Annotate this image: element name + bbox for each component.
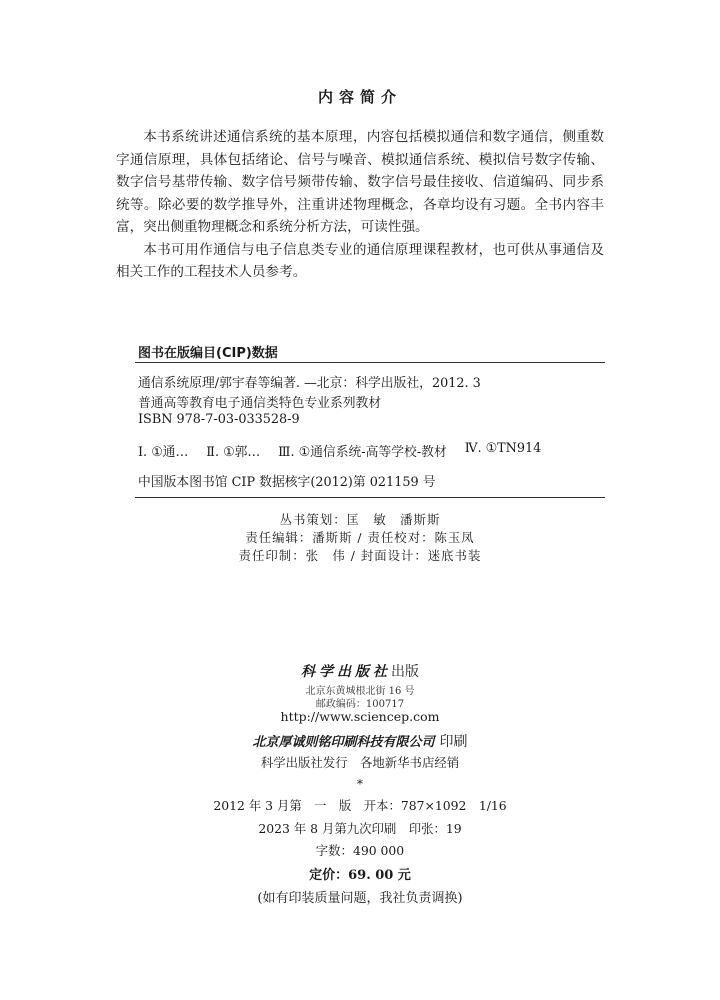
cip-top-rule [135, 362, 605, 363]
edition-line: 2023 年 8 月第九次印刷 印张：19 [258, 821, 462, 836]
cip-class-item: Ⅰ. ①通… [138, 445, 189, 460]
publisher-postcode: 邮政编码：100717 [315, 699, 405, 710]
printer-name: 北京厚诚则铭印刷科技有限公司 [252, 735, 435, 750]
publisher-line [0, 661, 720, 681]
cip-bottom-rule [135, 497, 605, 498]
printer-line [0, 731, 720, 751]
cip-line-series: 普通高等教育电子通信类特色专业系列教材 [138, 396, 382, 411]
intro-paragraph: 本书系统讲述通信系统的基本原理，内容包括模拟通信和数字通信，侧重数字通信原理，具体包括绪论、信号与噪音、模拟通信系统、模拟信号数字传输、数字信号基带传输、数字信号频带传输、数字信号最佳接收、信道编码、同步系统等。除必要的数学推导外，注重讲述物理概念，各章均设有习题。全书内容丰富，突出侧重物理概念和系统分析方法，可读性强。 [116, 129, 604, 235]
edition-line: 2012 年 3 月第 一 版 开本：787×1092 1/16 [213, 798, 507, 813]
intro-title: 内容简介 [317, 88, 402, 106]
publisher-url: http://www.sciencep.com [280, 709, 440, 724]
printer-suffix: 印刷 [439, 734, 468, 750]
credit-line: 丛书策划：匡 敏 潘斯斯 [279, 512, 441, 527]
intro-paragraph: 本书可用作通信与电子信息类专业的通信原理课程教材，也可供从事通信及相关工作的工程技术人员参考。 [116, 241, 604, 280]
price: 定价：69. 00 元 [309, 868, 411, 883]
intro-body [116, 126, 604, 284]
cip-heading: 图书在版编目(CIP)数据 [138, 346, 278, 361]
credit-line: 责任编辑：潘斯斯 / 责任校对：陈玉凤 [245, 530, 475, 545]
edition-line: 字数：490 000 [315, 843, 405, 858]
publisher-address: 北京东黄城根北街 16 号 [305, 686, 415, 697]
separator-mark: * [356, 776, 364, 791]
cip-class-item: Ⅱ. ①郭… [206, 445, 261, 460]
cip-line-isbn: ISBN 978-7-03-033528-9 [138, 412, 300, 427]
distribution-line: 科学出版社发行 各地新华书店经销 [260, 755, 460, 770]
publisher-name: 科学出版社 [301, 664, 391, 680]
credit-line: 责任印制：张 伟 / 封面设计：迷底书装 [238, 548, 482, 563]
cip-record: 中国版本图书馆 CIP 数据核字(2012)第 021159 号 [138, 475, 436, 490]
cip-classification [138, 441, 608, 460]
quality-notice: (如有印装质量问题，我社负责调换) [257, 891, 463, 906]
cip-line-title: 通信系统原理/郭宇春等编著. —北京：科学出版社，2012. 3 [138, 376, 481, 391]
cip-class-item: Ⅳ. ①TN914 [464, 441, 542, 456]
cip-class-item: Ⅲ. ①通信系统-高等学校-教材 [278, 445, 447, 460]
publisher-suffix: 出版 [391, 664, 419, 680]
